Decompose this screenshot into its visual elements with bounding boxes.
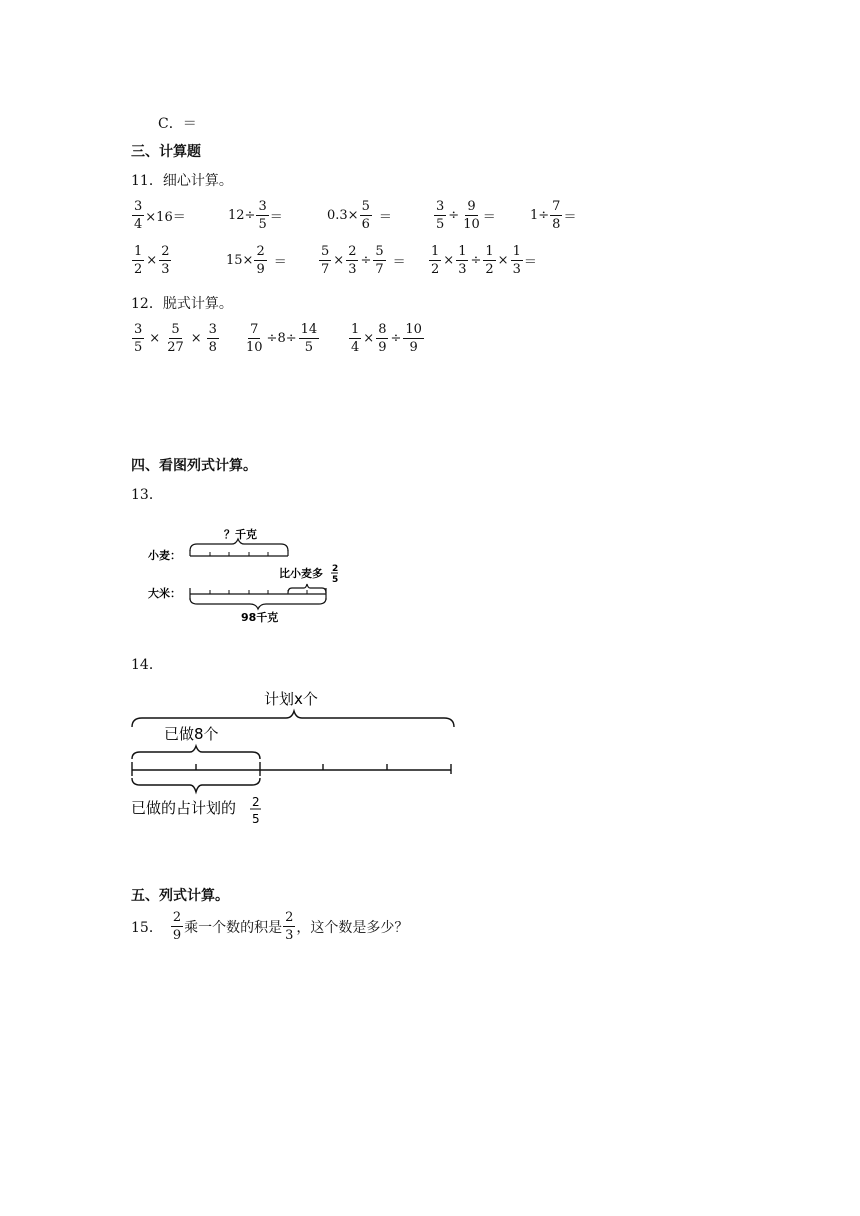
fraction: $\frac{1}{2}$ [431, 244, 440, 277]
q12-expr-1: $\frac{3}{5}$ × $\frac{5}{27}$ × $\frac{3}{8}$ [134, 322, 217, 355]
q12-expr-2: $\frac{7}{10}$ ÷8÷ $\frac{14}{5}$ [246, 322, 318, 355]
fraction: $\frac{2}{9}$ [172, 910, 182, 943]
q11-expr-8: $\frac{5}{7}$ × $\frac{2}{3}$ ÷ $\frac{5}{7}$ ＝ [321, 244, 406, 277]
fraction: $\frac{7}{8}$ [552, 199, 561, 232]
more-frac-num: 2 [332, 564, 339, 574]
plan-text: 计划x个 [264, 690, 318, 708]
fraction: $\frac{2}{3}$ [285, 910, 294, 943]
done-ratio-brace [132, 778, 260, 792]
more-frac-den: 5 [332, 575, 339, 585]
rice-amount: 98千克 [241, 611, 279, 624]
fraction: $\frac{3}{8}$ [208, 322, 217, 355]
section-5-heading: 五、列式计算。 [131, 888, 229, 904]
more-than-wheat-text: 比小麦多 [279, 567, 323, 580]
q11-expr-2: 12÷ $\frac{3}{5}$ ＝ [228, 199, 283, 232]
ratio-text: 已做的占计划的 [131, 799, 237, 817]
question-15-label: 15． [131, 919, 163, 936]
fraction: $\frac{8}{9}$ [378, 322, 387, 355]
rice-amount-brace [190, 598, 326, 609]
option-c: C．＝ [158, 116, 197, 132]
ratio-frac-num: 2 [252, 795, 260, 809]
fraction: $\frac{3}{4}$ [134, 199, 143, 232]
fraction: $\frac{1}{3}$ [512, 244, 521, 277]
section-4-heading: 四、看图列式计算。 [131, 458, 257, 474]
q11-expr-1: $\frac{3}{4}$ ×16＝ [134, 199, 186, 232]
question-15: 15． $\frac{2}{9}$ 乘一个数的积是 $\frac{2}{3}$ ，这个数是多少？ [131, 910, 409, 943]
fraction: $\frac{5}{27}$ [167, 322, 184, 355]
q11-expr-3: 0.3× $\frac{5}{6}$ ＝ [327, 199, 392, 232]
question-12-label: 12．脱式计算。 [131, 296, 233, 312]
fraction: $\frac{2}{3}$ [348, 244, 357, 277]
fraction: $\frac{1}{2}$ [485, 244, 494, 277]
fraction: $\frac{1}{4}$ [351, 322, 360, 355]
fraction: $\frac{3}{5}$ [258, 199, 267, 232]
wheat-rice-diagram [140, 522, 360, 630]
q11-expr-5: 1÷ $\frac{7}{8}$ ＝ [530, 199, 577, 232]
q12-expr-3: $\frac{1}{4}$ × $\frac{8}{9}$ ÷ $\frac{10}{9}$ [351, 322, 422, 355]
q11-expr-7: 15× $\frac{2}{9}$ ＝ [226, 244, 287, 277]
wheat-label: 小麦： [148, 549, 181, 562]
fraction: $\frac{3}{5}$ [134, 322, 143, 355]
question-13-label: 13． [131, 487, 163, 503]
fraction: $\frac{5}{7}$ [375, 244, 384, 277]
done-brace [132, 746, 260, 759]
fraction: $\frac{14}{5}$ [300, 322, 318, 355]
plan-diagram [126, 682, 466, 830]
fraction: $\frac{3}{5}$ [436, 199, 445, 232]
fraction: $\frac{1}{2}$ [134, 244, 143, 277]
question-11-label: 11．细心计算。 [131, 173, 233, 189]
q11-expr-4: $\frac{3}{5}$ ÷ $\frac{9}{10}$ ＝ [436, 199, 496, 232]
rice-label: 大米： [148, 587, 181, 600]
fraction: $\frac{10}{9}$ [405, 322, 422, 355]
fraction: $\frac{7}{10}$ [246, 322, 263, 355]
done-text: 已做8个 [164, 725, 219, 743]
ratio-frac-den: 5 [252, 812, 260, 826]
q11-expr-9: $\frac{1}{2}$ × $\frac{1}{3}$ ÷ $\frac{1}{2}$ × $\frac{1}{3}$ ＝ [431, 244, 537, 277]
section-3-heading: 三、计算题 [131, 144, 201, 160]
fraction: $\frac{2}{3}$ [161, 244, 170, 277]
fraction: $\frac{9}{10}$ [463, 199, 480, 232]
q11-expr-6: $\frac{1}{2}$ × $\frac{2}{3}$ [134, 244, 170, 277]
fraction: $\frac{1}{3}$ [458, 244, 467, 277]
wheat-amount: ？千克 [224, 528, 257, 541]
fraction: $\frac{2}{9}$ [256, 244, 265, 277]
fraction: $\frac{5}{7}$ [321, 244, 330, 277]
question-14-label: 14． [131, 657, 163, 673]
fraction: $\frac{5}{6}$ [361, 199, 370, 232]
